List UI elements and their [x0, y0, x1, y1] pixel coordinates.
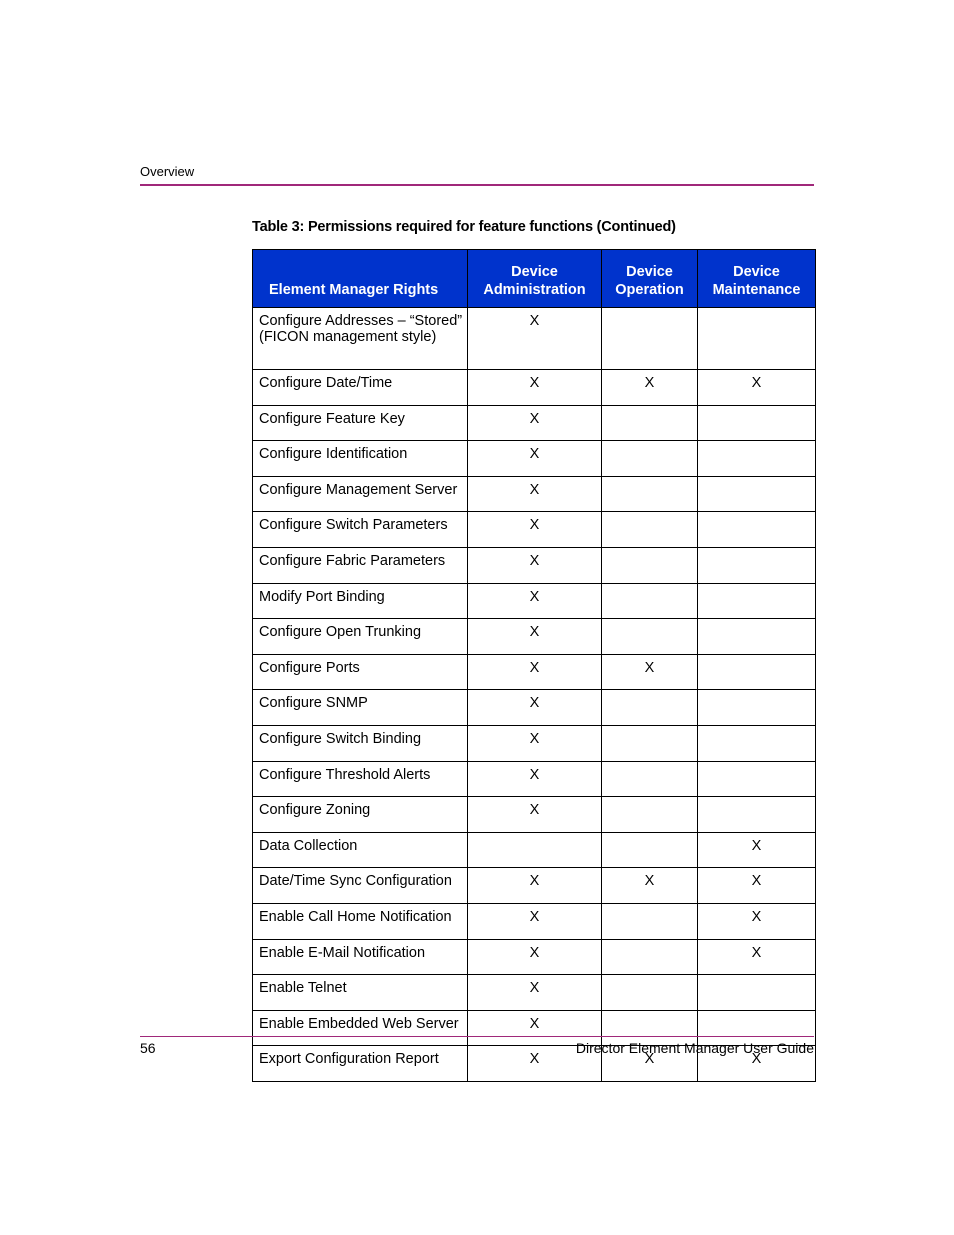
- admin-cell: X: [468, 512, 602, 548]
- operation-cell: [602, 308, 698, 370]
- maintenance-cell: [698, 797, 816, 833]
- table-row: [253, 441, 816, 477]
- running-header: Overview: [140, 164, 195, 179]
- maintenance-cell: [698, 547, 816, 583]
- operation-cell: [602, 690, 698, 726]
- table-body: [253, 308, 816, 1082]
- admin-cell: X: [468, 690, 602, 726]
- rights-cell: Configure Date/Time: [253, 370, 468, 406]
- table-row: [253, 654, 816, 690]
- maintenance-cell: X: [698, 868, 816, 904]
- column-header-maintenance: [698, 250, 816, 308]
- rights-cell: Configure Zoning: [253, 797, 468, 833]
- table-header-row: [253, 250, 816, 308]
- table-row: [253, 476, 816, 512]
- admin-cell: X: [468, 654, 602, 690]
- table-row: [253, 370, 816, 406]
- admin-cell: X: [468, 975, 602, 1011]
- table-row: [253, 619, 816, 655]
- guide-title: Director Element Manager User Guide: [575, 1040, 814, 1056]
- rights-cell: Enable E-Mail Notification: [253, 939, 468, 975]
- rights-cell: Configure Threshold Alerts: [253, 761, 468, 797]
- rights-cell: Export Configuration Report: [253, 1046, 468, 1082]
- rights-cell: Enable Embedded Web Server: [253, 1010, 468, 1046]
- table-row: [253, 512, 816, 548]
- maintenance-cell: X: [698, 1046, 816, 1082]
- admin-cell: X: [468, 761, 602, 797]
- column-header-line: Device: [626, 264, 673, 280]
- column-header-admin: [468, 250, 602, 308]
- rights-cell: Configure Fabric Parameters: [253, 547, 468, 583]
- column-header-operation: [602, 250, 698, 308]
- operation-cell: [602, 797, 698, 833]
- table-row: [253, 868, 816, 904]
- table-row: [253, 405, 816, 441]
- maintenance-cell: X: [698, 370, 816, 406]
- rights-cell: Date/Time Sync Configuration: [253, 868, 468, 904]
- maintenance-cell: [698, 761, 816, 797]
- rights-cell: Configure Switch Parameters: [253, 512, 468, 548]
- table-row: [253, 725, 816, 761]
- admin-cell: X: [468, 903, 602, 939]
- admin-cell: X: [468, 405, 602, 441]
- table-caption: Table 3: Permissions required for feature functions (Continued): [252, 219, 676, 235]
- maintenance-cell: [698, 654, 816, 690]
- rights-cell: Modify Port Binding: [253, 583, 468, 619]
- table-row: [253, 975, 816, 1011]
- maintenance-cell: X: [698, 903, 816, 939]
- maintenance-cell: [698, 512, 816, 548]
- column-header-line: Element Manager Rights: [269, 282, 439, 298]
- column-header-line: Device: [511, 264, 558, 280]
- column-header-line: Maintenance: [712, 282, 801, 298]
- operation-cell: [602, 441, 698, 477]
- admin-cell: X: [468, 308, 602, 370]
- admin-cell: X: [468, 441, 602, 477]
- footer-rule: [140, 1036, 814, 1037]
- rights-cell: Enable Call Home Notification: [253, 903, 468, 939]
- operation-cell: X: [602, 370, 698, 406]
- table-row: [253, 547, 816, 583]
- rights-cell: Configure Identification: [253, 441, 468, 477]
- operation-cell: [602, 512, 698, 548]
- rights-cell: Configure Ports: [253, 654, 468, 690]
- table-row: [253, 761, 816, 797]
- admin-cell: X: [468, 1046, 602, 1082]
- table-row: [253, 308, 816, 370]
- rights-cell: Configure Management Server: [253, 476, 468, 512]
- operation-cell: X: [602, 1046, 698, 1082]
- admin-cell: X: [468, 583, 602, 619]
- admin-cell: X: [468, 547, 602, 583]
- permissions-table: [252, 249, 816, 1082]
- operation-cell: [602, 725, 698, 761]
- table-row: [253, 832, 816, 868]
- table-row: [253, 939, 816, 975]
- maintenance-cell: X: [698, 939, 816, 975]
- maintenance-cell: [698, 583, 816, 619]
- admin-cell: X: [468, 476, 602, 512]
- rights-cell: Configure Addresses – “Stored” (FICON management style): [253, 308, 468, 370]
- rights-cell: Enable Telnet: [253, 975, 468, 1011]
- admin-cell: X: [468, 370, 602, 406]
- operation-cell: X: [602, 654, 698, 690]
- admin-cell: X: [468, 725, 602, 761]
- column-header-line: Administration: [483, 282, 586, 298]
- operation-cell: [602, 547, 698, 583]
- maintenance-cell: [698, 476, 816, 512]
- rights-cell: Configure Open Trunking: [253, 619, 468, 655]
- maintenance-cell: [698, 619, 816, 655]
- operation-cell: [602, 975, 698, 1011]
- maintenance-cell: [698, 441, 816, 477]
- admin-cell: X: [468, 619, 602, 655]
- page-number: 56: [140, 1040, 156, 1056]
- column-header-rights: [253, 250, 468, 308]
- maintenance-cell: [698, 690, 816, 726]
- maintenance-cell: [698, 308, 816, 370]
- maintenance-cell: [698, 725, 816, 761]
- maintenance-cell: [698, 975, 816, 1011]
- operation-cell: [602, 476, 698, 512]
- operation-cell: [602, 583, 698, 619]
- admin-cell: X: [468, 1010, 602, 1046]
- maintenance-cell: [698, 405, 816, 441]
- column-header-line: Operation: [615, 282, 684, 298]
- operation-cell: [602, 619, 698, 655]
- table-row: [253, 903, 816, 939]
- admin-cell: [468, 832, 602, 868]
- column-header-line: Device: [733, 264, 780, 280]
- rights-cell: Configure SNMP: [253, 690, 468, 726]
- operation-cell: [602, 761, 698, 797]
- maintenance-cell: X: [698, 832, 816, 868]
- header-rule: [140, 184, 814, 186]
- rights-cell: Configure Switch Binding: [253, 725, 468, 761]
- admin-cell: X: [468, 797, 602, 833]
- operation-cell: X: [602, 868, 698, 904]
- operation-cell: [602, 832, 698, 868]
- table-row: [253, 583, 816, 619]
- table-row: [253, 690, 816, 726]
- admin-cell: X: [468, 868, 602, 904]
- operation-cell: [602, 939, 698, 975]
- rights-cell: Data Collection: [253, 832, 468, 868]
- table-row: [253, 797, 816, 833]
- operation-cell: [602, 405, 698, 441]
- rights-cell: Configure Feature Key: [253, 405, 468, 441]
- admin-cell: X: [468, 939, 602, 975]
- operation-cell: [602, 903, 698, 939]
